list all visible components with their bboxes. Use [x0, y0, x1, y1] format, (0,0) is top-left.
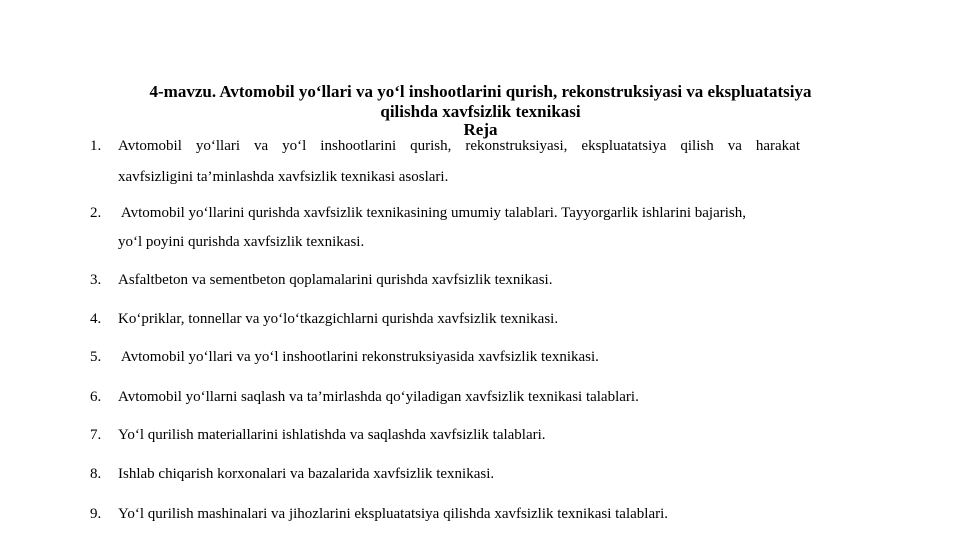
list-item-text	[118, 421, 800, 450]
list-item-text	[118, 266, 800, 295]
list-item-text	[118, 199, 800, 257]
list-item-line-1: Avtomobil yo‘llarni saqlash va ta’mirlashda qo‘yiladigan xavfsizlik texnikasi talablari.	[118, 389, 639, 405]
list-item	[90, 199, 800, 257]
list-item-line-1: Ko‘priklar, tonnellar va yo‘lo‘tkazgichlarni qurishda xavfsizlik texnikasi.	[118, 311, 559, 327]
list-item-line-1: Ishlab chiqarish korxonalari va bazalarida xavfsizlik texnikasi.	[118, 466, 495, 482]
list-item-text	[118, 460, 800, 489]
list-item-line-1: Yo‘l qurilish mashinalari va jihozlarini ekspluatatsiya qilishda xavfsizlik texnikasi talablari.	[118, 506, 669, 522]
list-item-number: 4.	[90, 311, 102, 327]
list-item-number: 9.	[90, 506, 102, 522]
list-item	[90, 132, 800, 192]
list-item-text	[118, 500, 800, 529]
title-line-2: qilishda xavfsizlik texnikasi	[380, 102, 581, 121]
list-item	[90, 421, 800, 450]
list-item-line-2: yo‘l poyini qurishda xavfsizlik texnikasi.	[118, 234, 365, 250]
list-item-text	[118, 305, 800, 334]
list-item-line-1: Avtomobil yo‘llarini qurishda xavfsizlik texnikasining umumiy talablari. Tayyorgarlik ishlarini bajarish,	[118, 205, 747, 221]
list-item	[90, 460, 800, 489]
list-item-number: 6.	[90, 389, 102, 405]
list-item-line-1: Yo‘l qurilish materiallarini ishlatishda va saqlashda xavfsizlik talablari.	[118, 427, 546, 443]
list-item-number: 1.	[90, 138, 102, 154]
list-item-text	[118, 343, 800, 372]
list-item-number: 2.	[90, 205, 102, 221]
document-title	[0, 82, 961, 122]
list-item-line-1: Avtomobil yo‘llari va yo‘l inshootlarini rekonstruksiyasida xavfsizlik texnikasi.	[118, 349, 599, 365]
list-item-line-1: Asfaltbeton va sementbeton qoplamalarini qurishda xavfsizlik texnikasi.	[118, 272, 553, 288]
list-item-text	[118, 383, 800, 412]
list-item-number: 8.	[90, 466, 102, 482]
title-line-1: 4-mavzu. Avtomobil yo‘llari va yo‘l inshootlarini qurish, rekonstruksiyasi va ekspluatatsiya	[149, 82, 812, 101]
plan-heading: Reja	[463, 120, 498, 139]
list-item	[90, 266, 800, 295]
list-item-number: 7.	[90, 427, 102, 443]
list-item-line-1: Avtomobil yo‘llari va yo‘l inshootlarini qurish, rekonstruksiyasi, ekspluatatsiya qilish va harakat	[118, 138, 800, 154]
list-item-number: 5.	[90, 349, 102, 365]
list-item	[90, 305, 800, 334]
list-item-line-2: xavfsizligini ta’minlashda xavfsizlik texnikasi asoslari.	[118, 169, 449, 185]
list-item	[90, 500, 800, 529]
list-item-text	[118, 132, 800, 192]
list-item	[90, 383, 800, 412]
list-item	[90, 343, 800, 372]
list-item-number: 3.	[90, 272, 102, 288]
